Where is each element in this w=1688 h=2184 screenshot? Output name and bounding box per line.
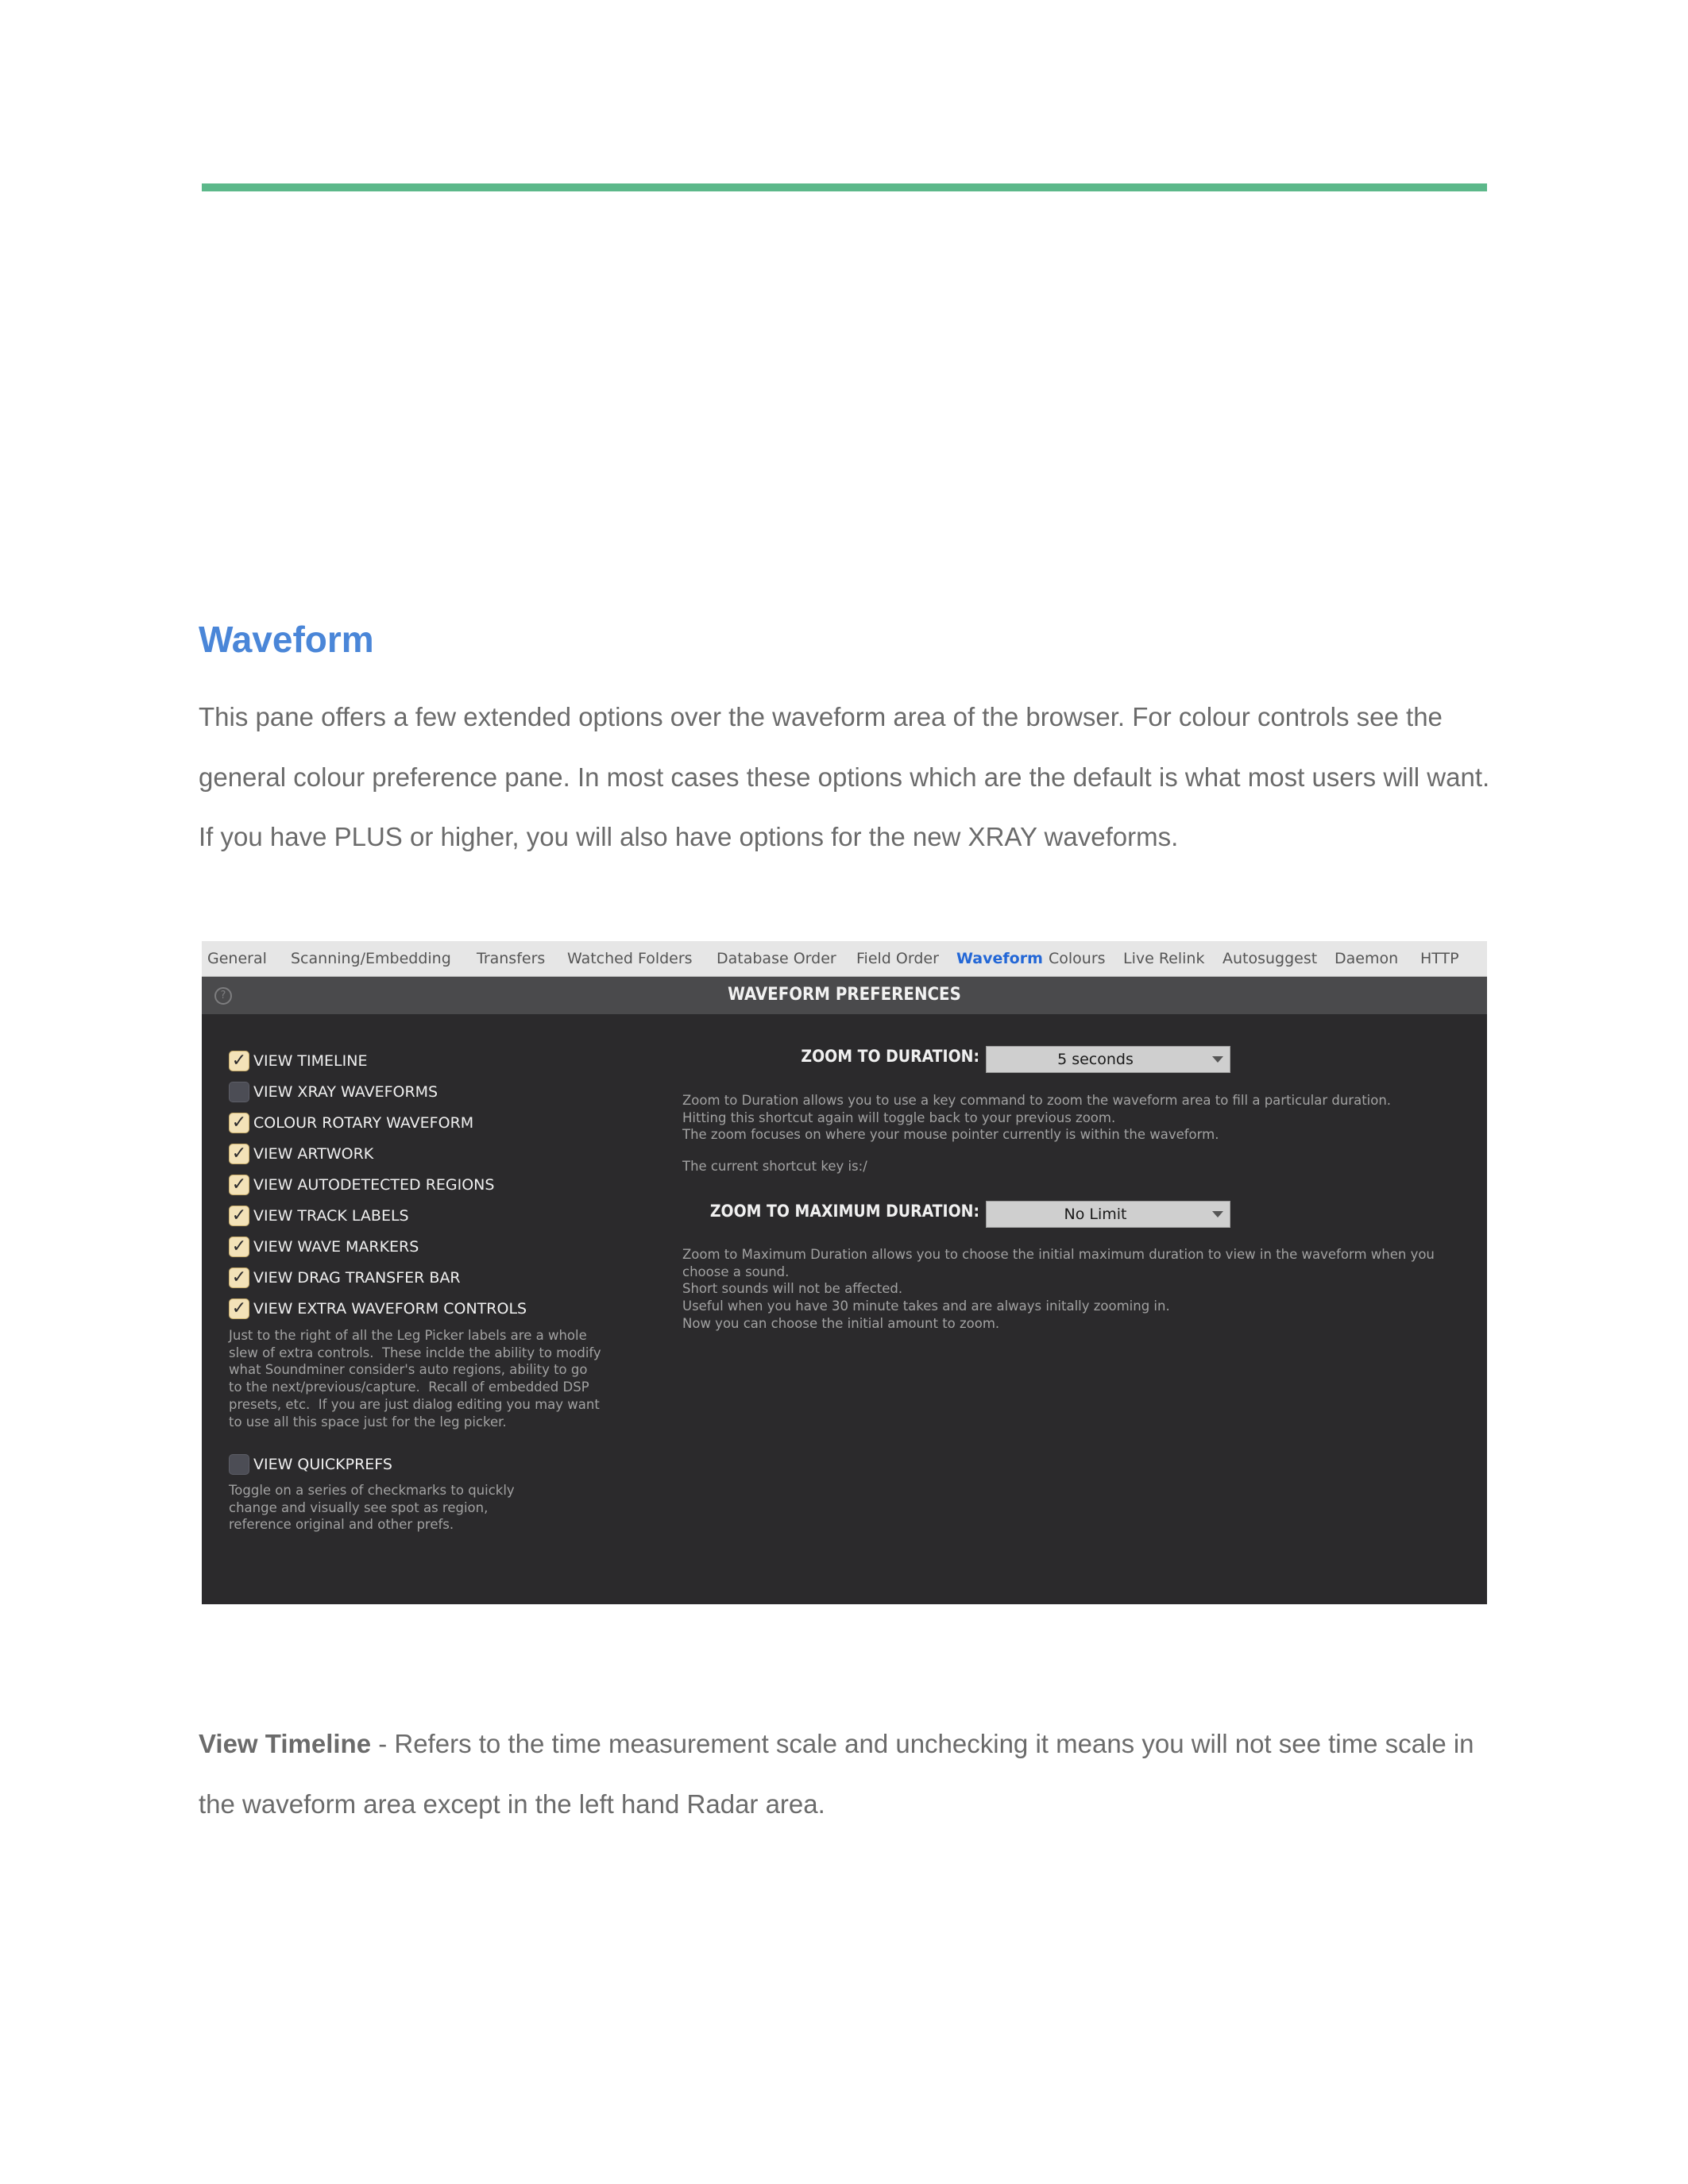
checkbox-label: VIEW AUTODETECTED REGIONS [253,1176,495,1194]
view-timeline-description: - Refers to the time measurement scale and unchecking it means you will not see time scale in the waveform area except in the left hand Radar area. [199,1729,1474,1819]
checkbox-view-drag-transfer-bar[interactable] [229,1266,461,1290]
unchecked-box-icon[interactable] [229,1454,249,1475]
waveform-preferences-screenshot [202,941,1487,1604]
header-rule [202,183,1487,191]
checkbox-label: VIEW ARTWORK [253,1145,374,1163]
tab-live-relink[interactable]: Live Relink [1123,950,1205,967]
tab-daemon[interactable]: Daemon [1335,950,1399,967]
unchecked-box-icon[interactable] [229,1082,249,1102]
checkmark-icon[interactable]: ✓ [229,1206,249,1226]
checkmark-icon[interactable]: ✓ [229,1237,249,1257]
tab-general[interactable]: General [207,950,267,967]
zoom-max-duration-select[interactable] [986,1201,1230,1228]
checkbox-colour-rotary-waveform[interactable] [229,1111,473,1135]
quickprefs-note: Toggle on a series of checkmarks to quickly change and visually see spot as region, reference original and other prefs. [229,1483,515,1533]
checkbox-view-quickprefs[interactable] [229,1453,392,1476]
preferences-title: WAVEFORM PREFERENCES [728,985,961,1005]
checkmark-icon[interactable]: ✓ [229,1175,249,1195]
checkbox-view-artwork[interactable] [229,1142,373,1166]
chevron-down-icon [1212,1056,1223,1063]
preferences-title-bar [202,977,1487,1014]
checkbox-view-wave-markers[interactable] [229,1235,419,1259]
checkbox-view-timeline[interactable] [229,1049,367,1073]
checkbox-label: VIEW QUICKPREFS [253,1456,392,1473]
section-heading: Waveform [199,619,374,660]
help-icon[interactable]: ? [214,987,232,1005]
checkbox-label: COLOUR ROTARY WAVEFORM [253,1114,474,1132]
checkmark-icon[interactable]: ✓ [229,1051,249,1071]
zoom-duration-select[interactable] [986,1046,1230,1073]
tab-waveform[interactable]: Waveform [956,950,1043,967]
checkbox-label: VIEW TRACK LABELS [253,1207,409,1225]
checkbox-view-autodetected-regions[interactable] [229,1173,494,1197]
tab-autosuggest[interactable]: Autosuggest [1223,950,1318,967]
tab-http[interactable]: HTTP [1420,950,1459,967]
tab-colours[interactable]: Colours [1049,950,1106,967]
checkmark-icon[interactable]: ✓ [229,1268,249,1288]
extra-controls-note: Just to the right of all the Leg Picker labels are a whole slew of extra controls. These inclde the ability to modify what Soundminer consider's auto regions, ability to go to the next/previous/capture. Recall of embedded DSP presets, etc. If you are just dialog editing you may want to use all this space just for the leg picker. [229,1328,601,1430]
tab-scanning-embedding[interactable]: Scanning/Embedding [291,950,451,967]
checkbox-label: VIEW DRAG TRANSFER BAR [253,1269,461,1287]
chevron-down-icon [1212,1211,1223,1217]
checkbox-label: VIEW XRAY WAVEFORMS [253,1083,438,1101]
checkmark-icon[interactable]: ✓ [229,1113,249,1133]
zoom-max-duration-description: Zoom to Maximum Duration allows you to choose the initial maximum duration to view in the waveform when you choose a sound. Short sounds will not be affected. Useful when you have 30 minute takes and are always initally zooming in. Now you can choose the initial amount to zoom. [682,1247,1435,1331]
shortcut-key-text: The current shortcut key is:/ [682,1159,867,1174]
preferences-tab-bar [202,941,1487,977]
tab-transfers[interactable]: Transfers [477,950,546,967]
zoom-max-duration-label: ZOOM TO MAXIMUM DURATION: [709,1202,979,1221]
view-timeline-term: View Timeline [199,1729,372,1758]
zoom-duration-label: ZOOM TO DURATION: [801,1047,979,1066]
checkbox-label: VIEW WAVE MARKERS [253,1238,419,1256]
tab-database-order[interactable]: Database Order [717,950,836,967]
tab-watched-folders[interactable]: Watched Folders [567,950,693,967]
checkbox-view-track-labels[interactable] [229,1204,409,1228]
tab-field-order[interactable]: Field Order [856,950,939,967]
zoom-max-duration-value: No Limit [1064,1206,1127,1223]
zoom-duration-value: 5 seconds [1057,1051,1134,1068]
checkbox-label: VIEW TIMELINE [253,1052,368,1070]
checkmark-icon[interactable]: ✓ [229,1144,249,1164]
zoom-duration-description: Zoom to Duration allows you to use a key command to zoom the waveform area to fill a particular duration. Hitting this shortcut again will toggle back to your previous zoom. The zoom focuses on where your mouse pointer currently is within the waveform. [682,1093,1392,1143]
checkbox-view-extra-waveform-controls[interactable] [229,1297,527,1321]
checkbox-view-xray-waveforms[interactable] [229,1080,438,1104]
checkmark-icon[interactable]: ✓ [229,1298,249,1319]
checkbox-label: VIEW EXTRA WAVEFORM CONTROLS [253,1300,527,1318]
intro-paragraph: This pane offers a few extended options over the waveform area of the browser. For colour controls see the general colour preference pane. In most cases these options which are the default is what most users will want. If you have PLUS or higher, you will also have options for the new XRAY waveforms. [199,702,1490,851]
view-timeline-paragraph [199,1714,1501,1834]
